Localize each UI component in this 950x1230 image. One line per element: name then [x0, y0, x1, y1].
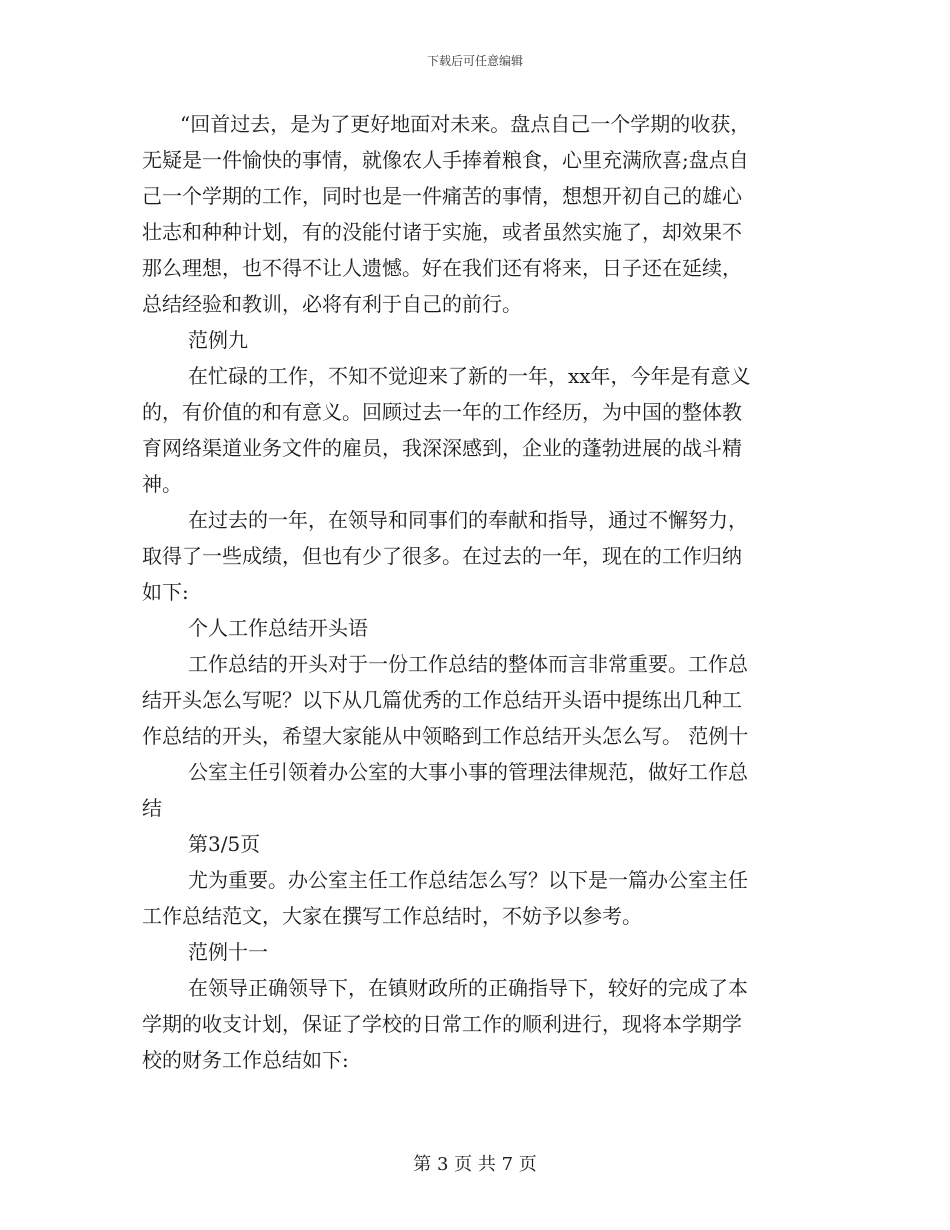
section-heading: 范例九 [188, 328, 248, 352]
paragraph-line: 作总结的开头，希望大家能从中领略到工作总结开头怎么写。 范例十 [142, 724, 749, 748]
paragraph-line: 学期的收支计划，保证了学校的日常工作的顺利进行，现将本学期学 [142, 1012, 742, 1036]
paragraph-line: 神。 [142, 472, 182, 496]
paragraph-line: 工作总结的开头对于一份工作总结的整体而言非常重要。工作总 [188, 652, 748, 676]
paragraph-line: 取得了一些成绩，但也有少了很多。在过去的一年，现在的工作归纳 [142, 544, 742, 568]
paragraph-line: 尤为重要。办公室主任工作总结怎么写？以下是一篇办公室主任 [188, 868, 748, 892]
paragraph-line: 结 [142, 796, 162, 820]
paragraph-line: 在忙碌的工作，不知不觉迎来了新的一年，xx年，今年是有意义 [188, 364, 751, 388]
page-footer: 第 3 页 共 7 页 [413, 1154, 537, 1175]
paragraph-line: 公室主任引领着办公室的大事小事的管理法律规范，做好工作总 [188, 760, 748, 784]
paragraph-line: 的，有价值的和有意义。回顾过去一年的工作经历，为中国的整体教 [142, 400, 742, 424]
paragraph-line: 结开头怎么写呢？以下从几篇优秀的工作总结开头语中提练出几种工 [142, 688, 742, 712]
paragraph-line: 无疑是一件愉快的事情，就像农人手捧着粮食，心里充满欣喜;盘点自 [142, 148, 749, 172]
document-body [142, 106, 808, 1078]
section-heading: 范例十一 [188, 940, 268, 964]
paragraph-line: 如下: [142, 580, 189, 604]
paragraph-line: 工作总结范文，大家在撰写工作总结时，不妨予以参考。 [142, 904, 642, 928]
paragraph-line: 己一个学期的工作，同时也是一件痛苦的事情，想想开初自己的雄心 [142, 184, 742, 208]
paragraph-line: 校的财务工作总结如下: [142, 1048, 349, 1072]
paragraph-line: “回首过去，是为了更好地面对未来。盘点自己一个学期的收获， [180, 112, 751, 136]
paragraph-line: 育网络渠道业务文件的雇员，我深深感到，企业的蓬勃进展的战斗精 [142, 436, 742, 460]
paragraph-line: 在领导正确领导下，在镇财政所的正确指导下，较好的完成了本 [188, 976, 748, 1000]
section-heading: 个人工作总结开头语 [188, 616, 368, 640]
paragraph-line: 壮志和种种计划，有的没能付诸于实施，或者虽然实施了，却效果不 [142, 220, 742, 244]
paragraph-line: 在过去的一年，在领导和同事们的奉献和指导，通过不懈努力， [188, 508, 748, 532]
paragraph-line: 总结经验和教训，必将有利于自己的前行。 [142, 292, 522, 316]
inline-page-marker: 第3/5页 [188, 832, 261, 856]
page-header: 下载后可任意编辑 [426, 54, 523, 68]
paragraph-line: 那么理想，也不得不让人遗憾。好在我们还有将来，日子还在延续， [142, 256, 742, 280]
